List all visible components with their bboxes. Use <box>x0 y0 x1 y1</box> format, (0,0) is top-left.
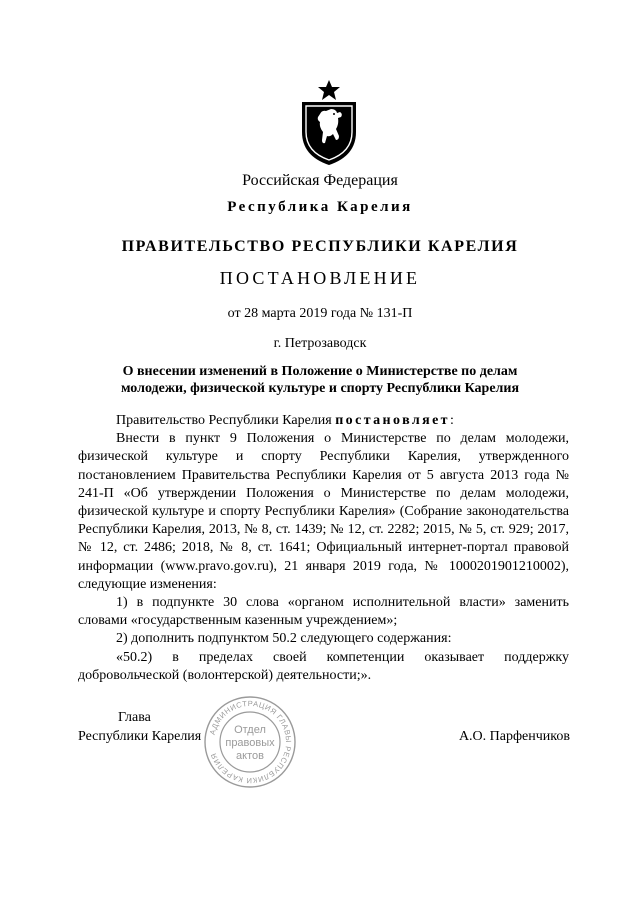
stamp-ring-text: АДМИНИСТРАЦИЯ ГЛАВЫ РЕСПУБЛИКИ КАРЕЛИЯ <box>207 698 294 786</box>
stamp-line-1: Отдел <box>234 724 266 736</box>
signatory-title-line-2: Республики Карелия <box>78 729 202 744</box>
stamp-line-2: правовых <box>225 737 275 749</box>
signatory-name: А.О. Парфенчиков <box>458 729 570 744</box>
legal-department-stamp <box>203 695 297 789</box>
preamble-text: Правительство Республики Карелия <box>116 413 336 428</box>
country-name: Российская Федерация <box>242 172 398 189</box>
body-paragraph-preamble <box>78 412 569 430</box>
signatory-title-line-1: Глава <box>118 710 151 725</box>
preamble-colon: : <box>449 413 454 428</box>
decree-word: постановляет <box>335 413 450 428</box>
republic-name: Республика Карелия <box>227 199 413 215</box>
body-paragraph-item-50-2: «50.2) в пределах своей компетенции оказывает поддержку добровольческой (волонтерской) деятельности;». <box>78 649 569 683</box>
body-paragraph-item-2: 2) дополнить подпунктом 50.2 следующего содержания: <box>116 631 452 647</box>
document-city: г. Петрозаводск <box>273 336 367 351</box>
karelia-coat-of-arms <box>298 80 360 166</box>
government-name: ПРАВИТЕЛЬСТВО РЕСПУБЛИКИ КАРЕЛИЯ <box>121 238 519 255</box>
body-paragraph-main: Внести в пункт 9 Положения о Министерстве по делам молодежи, физической культуре и спорту Республики Карелия, утвержденного постановлением Правительства Республики Карелия от 5 августа 2013 года № 241-П «Об утверждении Положения о Министерстве по делам молодежи, физической культуре и спорту Республики Карелия» (Собрание законодательства Республики Карелия, 2013, № 8, ст. 1439; № 12, ст. 2282; 2015, № 5, ст. 929; 2017, № 12, ст. 2486; 2018, № 8, ст. 1641; Официальный интернет-портал правовой информации (www.pravo.gov.ru), 21 января 2019 года, № 1000201901210002), следующие изменения: <box>78 431 569 592</box>
document-type: ПОСТАНОВЛЕНИЕ <box>219 268 421 288</box>
document-date-number: от 28 марта 2019 года № 131-П <box>227 306 413 321</box>
subject-line-1: О внесении изменений в Положение о Министерстве по делам <box>122 364 518 379</box>
document-body <box>78 412 569 685</box>
stamp-line-3: актов <box>236 750 264 762</box>
body-paragraph-item-1: 1) в подпункте 30 слова «органом исполнительной власти» заменить словами «государственным казенным учреждением»; <box>78 595 569 629</box>
subject-line-2: молодежи, физической культуре и спорту Республики Карелия <box>120 381 520 396</box>
